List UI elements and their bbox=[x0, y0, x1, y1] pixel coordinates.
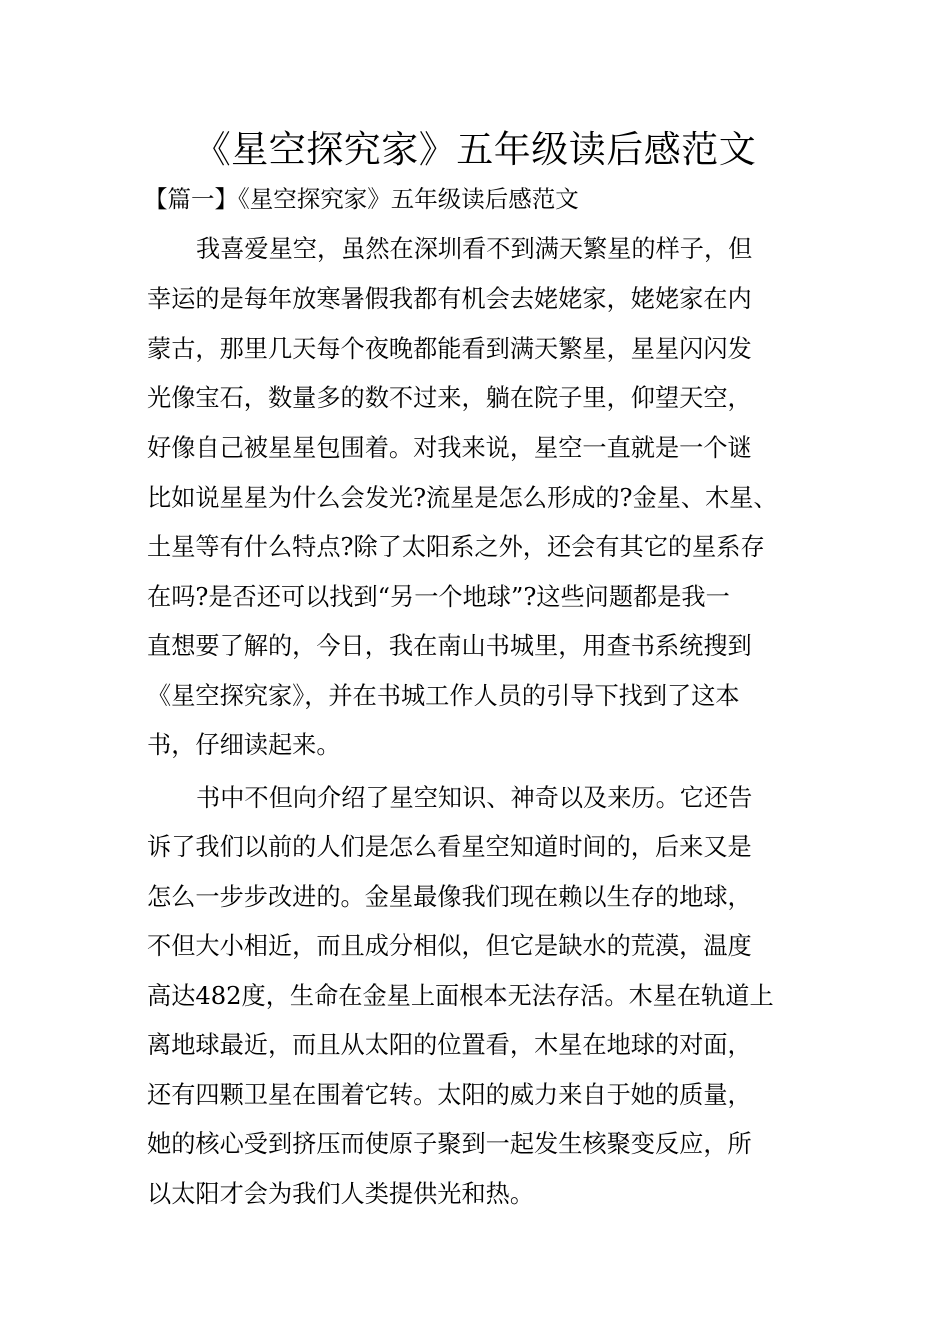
paragraph-line: 不但大小相近，而且成分相似，但它是缺水的荒漠，温度 bbox=[147, 932, 752, 960]
paragraph-line: 比如说星星为什么会发光?流星是怎么形成的?金星、木星、 bbox=[147, 484, 778, 512]
paragraph-line: 诉了我们以前的人们是怎么看星空知道时间的，后来又是 bbox=[147, 833, 752, 861]
paragraph-line: 书，仔细读起来。 bbox=[147, 731, 341, 759]
paragraph-line: 以太阳才会为我们人类提供光和热。 bbox=[147, 1180, 535, 1208]
paragraph-line: 书中不但向介绍了星空知识、神奇以及来历。它还告 bbox=[196, 784, 753, 812]
paragraph-line: 在吗?是否还可以找到“另一个地球”?这些问题都是我一 bbox=[147, 583, 730, 611]
paragraph-line: 光像宝石，数量多的数不过来，躺在院子里，仰望天空， bbox=[147, 384, 752, 412]
paragraph-line: 她的核心受到挤压而使原子聚到一起发生核聚变反应，所 bbox=[147, 1130, 752, 1158]
paragraph-line: 高达482度，生命在金星上面根本无法存活。木星在轨道上 bbox=[147, 982, 774, 1010]
section-heading: 【篇一】《星空探究家》五年级读后感范文 bbox=[144, 185, 579, 213]
paragraph-line: 还有四颗卫星在围着它转。太阳的威力来自于她的质量， bbox=[147, 1081, 752, 1109]
paragraph-line: 幸运的是每年放寒暑假我都有机会去姥姥家，姥姥家在内 bbox=[147, 285, 752, 313]
paragraph-line: 离地球最近，而且从太阳的位置看，木星在地球的对面， bbox=[147, 1031, 752, 1059]
document-title: 《星空探究家》五年级读后感范文 bbox=[193, 128, 757, 171]
paragraph-line: 蒙古，那里几天每个夜晚都能看到满天繁星，星星闪闪发 bbox=[147, 335, 752, 363]
paragraph-line: 好像自己被星星包围着。对我来说，星空一直就是一个谜 bbox=[147, 434, 752, 462]
paragraph-line: 我喜爱星空，虽然在深圳看不到满天繁星的样子，但 bbox=[196, 235, 753, 263]
paragraph-line: 《星空探究家》，并在书城工作人员的引导下找到了这本 bbox=[147, 682, 740, 710]
paragraph-line: 怎么一步步改进的。金星最像我们现在赖以生存的地球， bbox=[147, 883, 752, 911]
paragraph-line: 土星等有什么特点?除了太阳系之外，还会有其它的星系存 bbox=[147, 533, 765, 561]
paragraph-line: 直想要了解的，今日，我在南山书城里，用查书系统搜到 bbox=[147, 632, 752, 660]
